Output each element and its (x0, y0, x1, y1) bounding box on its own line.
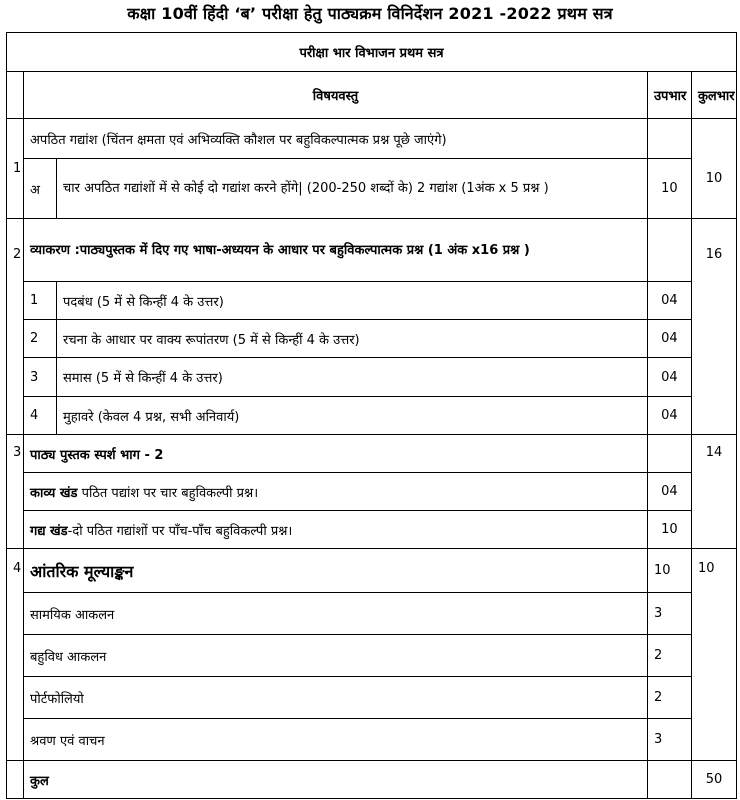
table-row (7, 719, 737, 761)
item-marks: 04 (647, 320, 691, 358)
item-marks: 04 (647, 282, 691, 320)
section-total: 14 (691, 435, 736, 549)
item-text: पठित पद्यांश पर चार बहुविकल्पी प्रश्न। (77, 485, 259, 501)
item-marks: 10 (647, 511, 691, 549)
item-number: 4 (24, 397, 57, 435)
item-marks: 2 (647, 635, 691, 677)
item-bold-label: गद्य खंड (30, 523, 68, 539)
table-caption: परीक्षा भार विभाजन प्रथम सत्र (7, 33, 737, 72)
item-text: -दो पठित गद्यांशों पर पाँच-पाँच बहुविकल्पी प्रश्न। (67, 523, 293, 539)
section-4-title-row (7, 549, 737, 593)
page-title: कक्षा 10वीं हिंदी ‘ब’ परीक्षा हेतु पाठ्यक्रम विनिर्देशन 2021 -2022 प्रथम सत्र (127, 4, 613, 23)
item-text: सामयिक आकलन (24, 593, 648, 635)
header-subject: विषयवस्तु (24, 72, 648, 119)
total-row (7, 761, 737, 799)
table-row (7, 593, 737, 635)
section-number: 4 (7, 549, 24, 761)
section-marks: 10 (647, 549, 691, 593)
item-bold-label: काव्य खंड (30, 485, 78, 501)
item-marks: 3 (647, 719, 691, 761)
section-total: 10 (691, 119, 736, 219)
header-row (7, 72, 737, 119)
item-number: 2 (24, 320, 57, 358)
syllabus-table (6, 32, 737, 799)
header-total: कुलभार (691, 72, 736, 119)
section-3-title-row (7, 435, 737, 473)
table-row (7, 397, 737, 435)
item-text: बहुविध आकलन (24, 635, 648, 677)
table-row (7, 635, 737, 677)
table-row (7, 511, 737, 549)
item-text: रचना के आधार पर वाक्य रूपांतरण (5 में से किन्हीं 4 के उत्तर) (57, 320, 648, 358)
table-row (7, 358, 737, 397)
item-marks: 04 (647, 473, 691, 511)
item-number: 3 (24, 358, 57, 397)
section-2-title-row (7, 219, 737, 282)
caption-row (7, 33, 737, 72)
item-number: अ (24, 159, 57, 219)
section-title: व्याकरण :पाठ्यपुस्तक में दिए गए भाषा-अध्ययन के आधार पर बहुविकल्पात्मक प्रश्न (1 अंक x16 प्रश्न ) (24, 219, 648, 282)
section-number: 1 (7, 119, 24, 219)
item-text: पोर्टफोलियो (24, 677, 648, 719)
grand-total: 50 (691, 761, 736, 799)
item-marks: 10 (647, 159, 691, 219)
table-row (7, 320, 737, 358)
table-row (7, 473, 737, 511)
header-marks: उपभार (647, 72, 691, 119)
section-title: अपठित गद्यांश (चिंतन क्षमता एवं अभिव्यक्ति कौशल पर बहुविकल्पात्मक प्रश्न पूछे जाएंगे) (24, 119, 648, 159)
section-title: आंतरिक मूल्याङ्कन (24, 549, 648, 593)
item-marks: 2 (647, 677, 691, 719)
table-row (7, 677, 737, 719)
item-text: समास (5 में से किन्हीं 4 के उत्तर) (57, 358, 648, 397)
item-marks: 3 (647, 593, 691, 635)
section-1-title-row (7, 119, 737, 159)
total-label: कुल (24, 761, 648, 799)
item-text: पदबंध (5 में से किन्हीं 4 के उत्तर) (57, 282, 648, 320)
table-row (7, 282, 737, 320)
section-title: पाठ्य पुस्तक स्पर्श भाग - 2 (24, 435, 648, 473)
section-number: 2 (7, 219, 24, 435)
item-marks: 04 (647, 358, 691, 397)
item-text: मुहावरे (केवल 4 प्रश्न, सभी अनिवार्य) (57, 397, 648, 435)
section-total: 10 (691, 549, 736, 761)
section-total: 16 (691, 219, 736, 435)
item-text: चार अपठित गद्यांशों में से कोई दो गद्यांश करने होंगे| (200-250 शब्दों के) 2 गद्यांश (1अंक x 5 प्रश्न ) (57, 159, 648, 219)
item-number: 1 (24, 282, 57, 320)
item-marks: 04 (647, 397, 691, 435)
item-text: श्रवण एवं वाचन (24, 719, 648, 761)
section-1-item-row (7, 159, 737, 219)
section-number: 3 (7, 435, 24, 549)
